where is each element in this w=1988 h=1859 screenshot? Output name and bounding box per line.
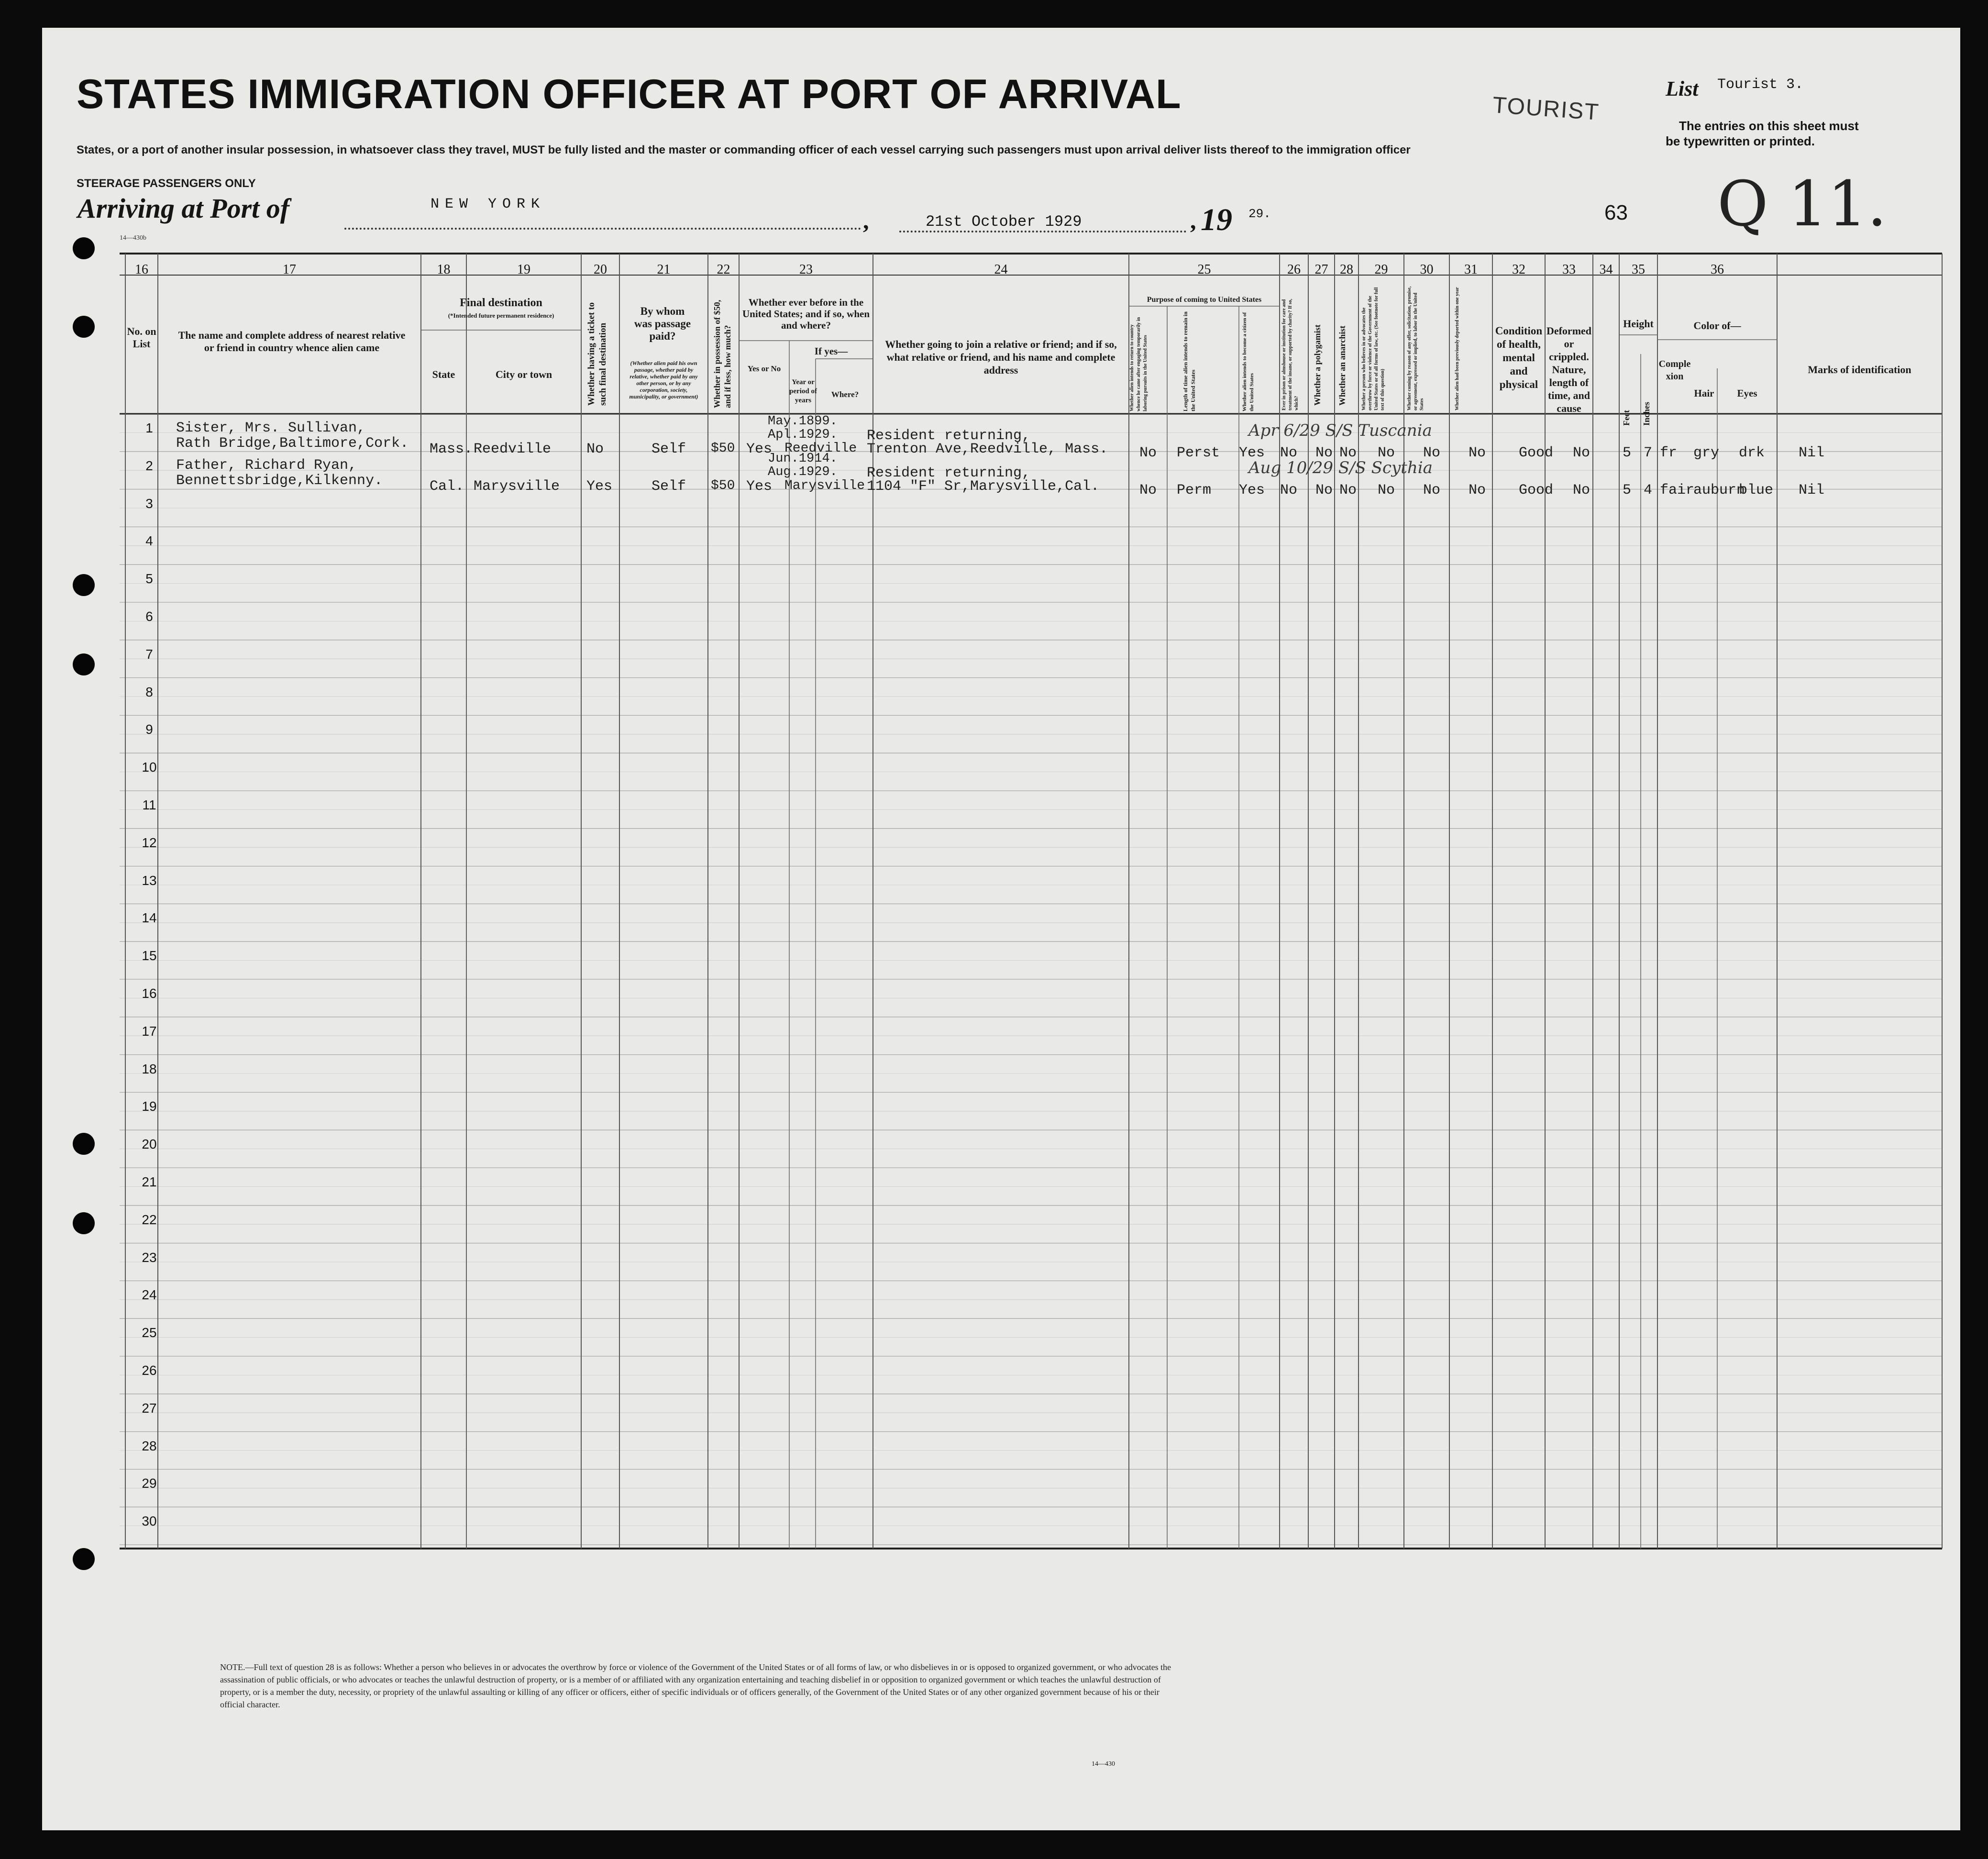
row-number: 10 xyxy=(142,760,157,775)
row-number: 26 xyxy=(142,1363,157,1378)
row-number: 9 xyxy=(145,722,153,737)
list-label: List xyxy=(1666,77,1699,100)
header-28: Whether a person who believes in or advocates the overthrow by force or violence of the Government of the United States or of all forms of law, etc. (See footnote for full text of this question) xyxy=(1361,287,1385,410)
header-24-citizen: Whether alien intends to become a citizen of the United States xyxy=(1242,312,1255,411)
header-26: Whether a polygamist xyxy=(1313,324,1322,406)
row-number: 30 xyxy=(142,1514,157,1529)
row-number: 18 xyxy=(142,1061,157,1076)
handwritten-annotation: Aug 10/29 S/S Scythia xyxy=(1248,458,1433,477)
eyes-cell: drk xyxy=(1739,445,1765,461)
header-18: Final destination xyxy=(460,297,542,309)
column-number: 16 xyxy=(135,262,148,277)
joining-cell: 1104 "F" Sr,Marysville,Cal. xyxy=(867,478,1100,495)
header-22-where: Where? xyxy=(831,390,859,399)
row-number: 21 xyxy=(142,1174,157,1189)
header-19: Whether having a ticket to such final destination xyxy=(586,302,608,406)
column-number: 23 xyxy=(799,262,813,277)
row-number: 28 xyxy=(142,1438,157,1453)
column-number: 18 xyxy=(437,262,451,277)
column-number: 19 xyxy=(517,262,530,277)
header-18-city: City or town xyxy=(495,368,552,380)
row-number: 25 xyxy=(142,1325,157,1340)
before-yes-no-cell: Yes xyxy=(746,441,773,457)
column-number: 33 xyxy=(1562,262,1576,277)
header-22-years: Year or period of years xyxy=(789,378,817,404)
header-21: Whether in possession of $50, and if less, how much? xyxy=(712,299,732,408)
header-32: Deformed or crippled. Nature, length of time, and cause xyxy=(1546,325,1592,414)
complexion-cell: fair xyxy=(1660,482,1695,498)
footer-form-number: 14—430 xyxy=(1092,1760,1115,1768)
citizen-cell: Yes xyxy=(1239,445,1265,461)
deported-cell: No xyxy=(1469,445,1486,461)
anarchist-cell: No xyxy=(1339,482,1357,498)
money-cell: $50 xyxy=(711,478,735,493)
header-20-note: (Whether alien paid his own passage, whether paid by relative, whether paid by any other person, or by any corporation, society, municipality, or government) xyxy=(629,360,698,400)
row-number: 8 xyxy=(145,684,153,699)
arriving-label: Arriving at Port of xyxy=(77,193,290,224)
before-where-cell: Reedville xyxy=(784,441,857,456)
relative-line: Rath Bridge,Baltimore,Cork. xyxy=(176,435,409,452)
header-24: Purpose of coming to United States xyxy=(1147,296,1262,304)
separator: , xyxy=(863,207,869,234)
header-20: By whom was passage paid? xyxy=(634,305,691,342)
q28-cell: No xyxy=(1378,482,1395,498)
column-number: 22 xyxy=(717,262,730,277)
date-value: 21st October 1929 xyxy=(926,213,1082,231)
q28-cell: No xyxy=(1378,445,1395,461)
paid-by-cell: Self xyxy=(652,478,686,495)
footnote: NOTE.—Full text of question 28 is as follows: Whether a person who believes in or advocates the overthrow by force or violence of the Government of the United States or of all forms of law, or who disbelieves in or is opposed to organized government, or who advocates the assassination of public officials, or who advocates or teaches the unlawful destruction of property, or is a member of or affiliated with any organization entertaining and teaching disbelief in or opposition to organized government or which teaches the unlawful destruction of property, or is a member the duty, necessity, or propriety of the unlawful assaulting or killing of any officer or officers, either of specific individuals or of officers generally, of the Government of the United States or of any other organized government because of his or their official character. xyxy=(220,1662,1171,1709)
row-number: 24 xyxy=(142,1287,157,1303)
column-number: 21 xyxy=(657,262,671,277)
return-intent-cell: No xyxy=(1139,445,1157,461)
column-number: 28 xyxy=(1340,262,1353,277)
header-34: Complexion xyxy=(1658,359,1691,382)
row-number: 7 xyxy=(145,646,153,662)
list-note: be typewritten or printed. xyxy=(1666,134,1815,148)
return-intent-cell: No xyxy=(1139,482,1157,498)
column-number: 32 xyxy=(1512,262,1525,277)
header-17: The name and complete address of nearest relative or friend in country whence alien came xyxy=(178,329,406,354)
column-number: 27 xyxy=(1314,262,1328,277)
column-number: 17 xyxy=(283,262,296,277)
citizen-cell: Yes xyxy=(1239,482,1265,498)
anarchist-cell: No xyxy=(1339,445,1357,461)
row-number: 14 xyxy=(142,910,157,926)
marks-cell: Nil xyxy=(1799,482,1825,498)
length-cell: Perm xyxy=(1177,482,1212,498)
row-number: 27 xyxy=(142,1400,157,1416)
eyes-cell: blue xyxy=(1739,482,1774,498)
binder-hole xyxy=(73,1212,95,1234)
page-title: STATES IMMIGRATION OFFICER AT PORT OF ARRIVAL xyxy=(77,71,1182,117)
subtitle-line: States, or a port of another insular possession, in whatsoever class they travel, MUST be fully listed and the master or commanding officer of each vessel carrying such passengers must upon arrival deliver lists thereof to the immigration officer xyxy=(77,144,1411,156)
column-number: 25 xyxy=(1197,262,1211,277)
port-value: NEW YORK xyxy=(431,196,546,212)
state-cell: Mass. xyxy=(430,441,473,457)
column-number: 30 xyxy=(1420,262,1434,277)
inches-cell: 4 xyxy=(1644,482,1653,498)
before-years-cell: Jun.1914. xyxy=(768,452,838,466)
subtitle-steerage: STEERAGE PASSENGERS ONLY xyxy=(77,177,256,190)
handwritten-mark: Q 11. xyxy=(1717,167,1887,240)
year-prefix: 19 xyxy=(1201,202,1232,237)
column-number: 24 xyxy=(994,262,1008,277)
hair-cell: gry xyxy=(1693,445,1720,461)
complexion-cell: fr xyxy=(1660,445,1678,461)
row-number: 22 xyxy=(142,1212,157,1227)
header-22-ifyes: If yes— xyxy=(814,345,848,357)
polygamist-cell: No xyxy=(1315,482,1333,498)
header-24-return: Whether alien intends to return to country whence he came after engaging temporarily in laboring pursuits in the United States xyxy=(1129,317,1148,411)
column-number: 36 xyxy=(1711,262,1724,277)
before-yes-no-cell: Yes xyxy=(746,478,773,495)
row-number: 20 xyxy=(142,1137,157,1152)
deported-cell: No xyxy=(1469,482,1486,498)
page-number: 63 xyxy=(1604,201,1628,224)
deformed-cell: No xyxy=(1573,482,1590,498)
row-number: 5 xyxy=(145,571,153,586)
binder-hole xyxy=(73,237,95,259)
row-number: 29 xyxy=(142,1476,157,1491)
binder-hole xyxy=(73,1548,95,1570)
ticket-cell: Yes xyxy=(586,478,613,495)
row-number: 4 xyxy=(145,533,153,549)
header-16: No. on List xyxy=(127,325,156,350)
health-cell: Good xyxy=(1519,482,1554,498)
header-27: Whether an anarchist xyxy=(1337,325,1347,406)
column-number: 31 xyxy=(1464,262,1478,277)
inches-cell: 7 xyxy=(1644,445,1653,461)
header-33: Height xyxy=(1623,318,1654,330)
list-note: The entries on this sheet must xyxy=(1679,119,1859,133)
column-number: 34 xyxy=(1599,262,1613,277)
header-31: Condition of health, mental and physical xyxy=(1495,325,1543,390)
tourist-stamp: TOURIST xyxy=(1491,92,1601,125)
row-number: 15 xyxy=(142,948,157,963)
row-number: 16 xyxy=(142,986,157,1001)
q29-cell: No xyxy=(1423,482,1441,498)
header-33-feet: Feet xyxy=(1622,410,1631,426)
row-number: 13 xyxy=(142,873,157,888)
header-18-note: (*Intended future permanent residence) xyxy=(448,312,554,319)
before-years-cell: May.1899. xyxy=(768,414,838,429)
header-30: Whether alien had been previously deported within one year xyxy=(1455,287,1460,410)
prison-cell: No xyxy=(1280,445,1298,461)
polygamist-cell: No xyxy=(1315,445,1333,461)
before-where-cell: Marysville xyxy=(784,478,865,493)
header-23: Whether going to join a relative or friend; and if so, what relative or friend, and his name and complete address xyxy=(885,338,1117,376)
city-cell: Marysville xyxy=(474,478,560,495)
header-35-eyes: Eyes xyxy=(1737,387,1757,399)
joining-cell: Resident returning, xyxy=(867,428,1031,444)
hair-cell: auburn xyxy=(1693,482,1745,498)
money-cell: $50 xyxy=(711,441,735,456)
row-number: 1 xyxy=(145,420,153,435)
separator: , xyxy=(1190,207,1196,234)
relative-line: Father, Richard Ryan, xyxy=(176,457,357,474)
binder-hole xyxy=(73,574,95,596)
health-cell: Good xyxy=(1519,445,1554,461)
header-22: Whether ever before in the United States; and if so, when and where? xyxy=(742,297,870,331)
binder-hole xyxy=(73,316,95,338)
header-35-hair: Hair xyxy=(1694,387,1714,399)
header-33-inches: Inches xyxy=(1642,401,1651,426)
q29-cell: No xyxy=(1423,445,1441,461)
header-24-length: Length of time alien intends to remain in the United States xyxy=(1182,311,1196,411)
row-number: 3 xyxy=(145,496,153,511)
header-36: Marks of identification xyxy=(1808,364,1911,376)
binder-hole xyxy=(73,653,95,675)
row-number: 19 xyxy=(142,1099,157,1114)
column-number: 20 xyxy=(594,262,607,277)
row-number: 12 xyxy=(142,835,157,850)
row-number: 17 xyxy=(142,1023,157,1039)
header-18-state: State xyxy=(432,368,455,380)
row-number: 11 xyxy=(142,797,156,812)
handwritten-annotation: Apr 6/29 S/S Tuscania xyxy=(1248,421,1432,440)
feet-cell: 5 xyxy=(1623,482,1632,498)
form-number: 14—430b xyxy=(120,234,146,242)
list-value: Tourist 3. xyxy=(1717,77,1804,93)
binder-hole xyxy=(73,1133,95,1155)
row-number: 23 xyxy=(142,1250,157,1265)
column-number: 35 xyxy=(1632,262,1645,277)
relative-line: Sister, Mrs. Sullivan, xyxy=(176,420,366,436)
city-cell: Reedville xyxy=(474,441,552,457)
header-29: Whether coming by reason of any offer, solicitation, promise, or agreement, expressed or implied, to labor in the United States xyxy=(1407,286,1425,410)
prison-cell: No xyxy=(1280,482,1298,498)
relative-line: Bennettsbridge,Kilkenny. xyxy=(176,473,383,489)
row-number: 2 xyxy=(145,458,153,473)
marks-cell: Nil xyxy=(1799,445,1825,461)
header-22-yesno: Yes or No xyxy=(747,364,781,373)
before-years-cell: Apl.1929. xyxy=(768,428,838,442)
state-cell: Cal. xyxy=(430,478,464,495)
feet-cell: 5 xyxy=(1623,445,1632,461)
row-number: 6 xyxy=(145,609,153,624)
year-suffix: 29. xyxy=(1248,207,1271,221)
joining-cell: Resident returning, xyxy=(867,465,1031,481)
paid-by-cell: Self xyxy=(652,441,686,457)
header-25: Ever in prison or almshouse or institution for care and treatment of the insane, or supported by charity? If so, which? xyxy=(1281,299,1299,410)
before-years-cell: Aug.1929. xyxy=(768,465,838,479)
length-cell: Perst xyxy=(1177,445,1220,461)
joining-cell: Trenton Ave,Reedville, Mass. xyxy=(867,441,1108,457)
column-number: 26 xyxy=(1287,262,1301,277)
column-number: 29 xyxy=(1374,262,1388,277)
header-35: Color of— xyxy=(1693,320,1741,332)
ticket-cell: No xyxy=(586,441,604,457)
deformed-cell: No xyxy=(1573,445,1590,461)
